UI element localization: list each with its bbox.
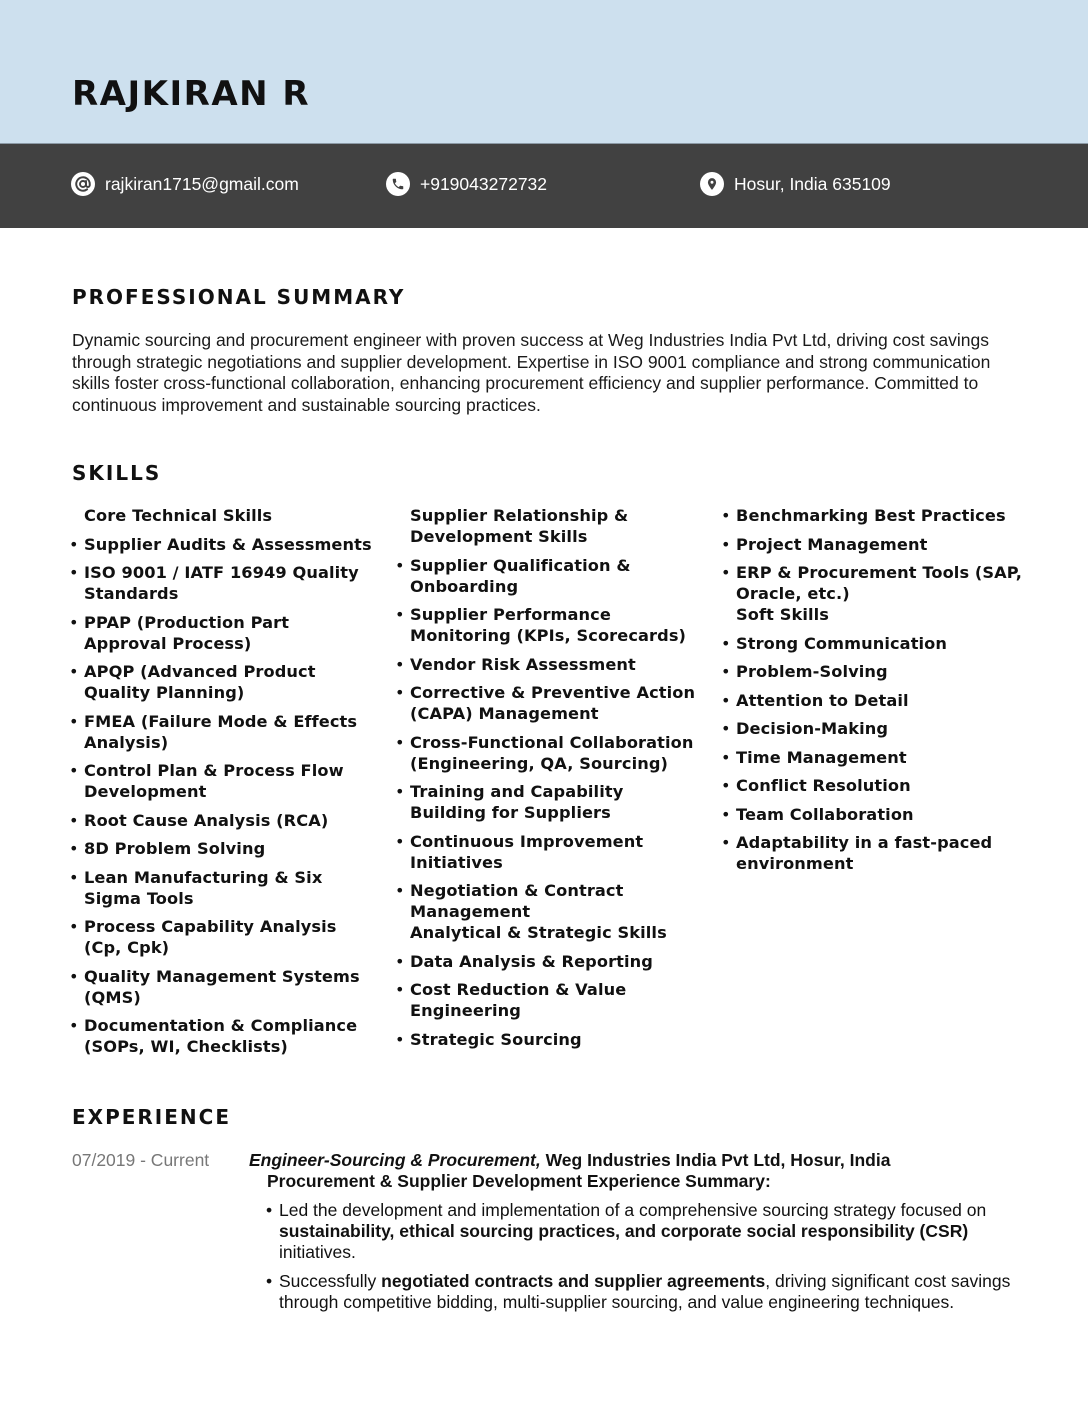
skill-text: Supplier Performance Monitoring (KPIs, Scorecards) (410, 605, 687, 645)
skill-item (72, 661, 377, 703)
summary-heading: PROFESSIONAL SUMMARY (72, 285, 406, 309)
skill-item (398, 781, 698, 823)
skill-item (398, 654, 698, 675)
bullet-emphasis: negotiated contracts and supplier agreements (381, 1271, 766, 1291)
bullet-text: Led the development and implementation of a comprehensive sourcing strategy focused on (279, 1200, 987, 1220)
skill-text: Supplier Qualification & Onboarding (410, 555, 631, 596)
skill-item (724, 633, 1024, 654)
skill-text: Continuous Improvement Initiatives (410, 831, 644, 872)
skill-text: Supplier Relationship & Development Skills (410, 506, 629, 546)
skill-item (398, 732, 698, 774)
skill-item (724, 562, 1024, 625)
bullet-text: Successfully (279, 1271, 382, 1291)
skill-text: ISO 9001 / IATF 16949 Quality Standards (84, 563, 359, 603)
contact-location (700, 172, 891, 196)
experience-bullet (266, 1200, 1026, 1263)
skill-item (72, 966, 377, 1008)
skill-text: Corrective & Preventive Action (CAPA) Management (410, 683, 696, 723)
skill-text: FMEA (Failure Mode & Effects Analysis) (84, 711, 358, 752)
bullet-text: initiatives. (279, 1242, 356, 1262)
skill-item (724, 804, 1024, 825)
job-title: Engineer-Sourcing & Procurement, (249, 1150, 541, 1170)
skill-text: Lean Manufacturing & Six Sigma Tools (84, 867, 323, 908)
skills-column-3 (724, 505, 1024, 882)
skill-text: Attention to Detail (736, 690, 909, 710)
contact-phone[interactable] (386, 172, 547, 196)
at-icon (71, 172, 95, 196)
skill-item (724, 661, 1024, 682)
skill-text: Conflict Resolution (736, 776, 911, 795)
bullet-text: , driving significant cost savings through competitive bidding, multi-supplier sourcing, and value engineering techniques. (279, 1271, 1011, 1312)
skills-column-2 (398, 505, 698, 1057)
skill-item (72, 562, 377, 604)
skill-item (724, 775, 1024, 796)
skill-text: Project Management (736, 534, 928, 554)
phone-icon (386, 172, 410, 196)
skill-text: Process Capability Analysis (Cp, Cpk) (84, 917, 337, 957)
experience-date: 07/2019 - Current (72, 1150, 210, 1170)
skill-item (72, 760, 377, 802)
skill-item (398, 604, 698, 646)
skill-text: Benchmarking Best Practices (736, 506, 1006, 525)
skill-item (724, 832, 1024, 874)
skill-text: Root Cause Analysis (RCA) (84, 810, 329, 830)
contact-email[interactable] (71, 172, 299, 196)
skill-item (398, 682, 698, 724)
skill-text: Team Collaboration (736, 804, 914, 824)
skills-column-1 (72, 505, 377, 1065)
skill-item (72, 534, 377, 555)
experience-bullet (266, 1271, 1026, 1313)
phone-text: +919043272732 (420, 173, 548, 194)
skill-item (724, 534, 1024, 555)
bullet-emphasis: sustainability, ethical sourcing practices, and corporate social responsibility (CSR) (279, 1221, 969, 1241)
skill-item (398, 555, 698, 597)
experience-subtitle: Procurement & Supplier Development Experience Summary: (267, 1171, 771, 1191)
skill-text: Supplier Audits & Assessments (84, 534, 372, 554)
skill-item (398, 831, 698, 873)
skill-text: Training and Capability Building for Suppliers (410, 782, 624, 822)
skill-text: Documentation & Compliance (SOPs, WI, Checklists) (84, 1016, 358, 1056)
skill-text: Strategic Sourcing (410, 1029, 582, 1049)
skill-item (398, 979, 698, 1021)
skill-item (72, 867, 377, 909)
skill-item (724, 747, 1024, 768)
candidate-name: RAJKIRAN R (72, 74, 311, 114)
skill-text: Cross-Functional Collaboration (Engineering, QA, Sourcing) (410, 732, 694, 773)
skill-text: Data Analysis & Reporting (410, 951, 653, 971)
skill-item (724, 690, 1024, 711)
skill-item (724, 718, 1024, 739)
skill-item (398, 880, 698, 943)
skill-text: PPAP (Production Part Approval Process) (84, 612, 290, 653)
skill-item (72, 612, 377, 654)
email-text: rajkiran1715@gmail.com (105, 173, 299, 194)
location-text: Hosur, India 635109 (734, 173, 891, 194)
skill-item (72, 711, 377, 753)
skills-heading: SKILLS (72, 461, 162, 485)
skill-category: Soft Skills (736, 605, 830, 624)
skill-text: Adaptability in a fast-paced environment (736, 833, 993, 873)
skill-text: Negotiation & Contract Management (410, 881, 624, 921)
skill-text: Decision-Making (736, 719, 889, 738)
skill-item (398, 951, 698, 972)
company: Weg Industries India Pvt Ltd, Hosur, India (540, 1150, 891, 1170)
skill-item (72, 916, 377, 958)
skill-category: Analytical & Strategic Skills (410, 923, 667, 942)
skill-item (72, 1015, 377, 1057)
header-band (0, 0, 1088, 143)
map-pin-icon (700, 172, 724, 196)
skill-text: Cost Reduction & Value Engineering (410, 980, 627, 1020)
skill-text: Time Management (736, 747, 907, 767)
skill-text: Vendor Risk Assessment (410, 654, 636, 674)
skill-text: Control Plan & Process Flow Development (84, 761, 344, 801)
experience-bullets (266, 1200, 1026, 1321)
skill-item (398, 1029, 698, 1050)
skill-text: ERP & Procurement Tools (SAP, Oracle, etc.) (736, 563, 1023, 603)
skill-text: APQP (Advanced Product Quality Planning) (84, 662, 316, 702)
skill-item (72, 838, 377, 859)
skill-text: Quality Management Systems (QMS) (84, 966, 360, 1007)
skill-text: Problem-Solving (736, 662, 888, 681)
experience-header (249, 1150, 1029, 1192)
skill-text: 8D Problem Solving (84, 839, 266, 858)
skill-text: Core Technical Skills (84, 506, 273, 525)
summary-text: Dynamic sourcing and procurement engineer with proven success at Weg Industries India Pvt Ltd, driving cost savings through strategic negotiations and supplier development. Expertise in ISO 9001 compliance and strong communication skills foster cross-functional collaboration, enhancing procurement efficiency and supplier performance. Committed to continuous improvement and sustainable sourcing practices. (72, 330, 991, 415)
skill-category (72, 505, 377, 526)
skill-item (72, 810, 377, 831)
experience-heading: EXPERIENCE (72, 1105, 231, 1129)
contact-bar (0, 143, 1088, 228)
skill-category (398, 505, 698, 547)
skill-text: Strong Communication (736, 633, 948, 653)
skill-item (724, 505, 1024, 526)
